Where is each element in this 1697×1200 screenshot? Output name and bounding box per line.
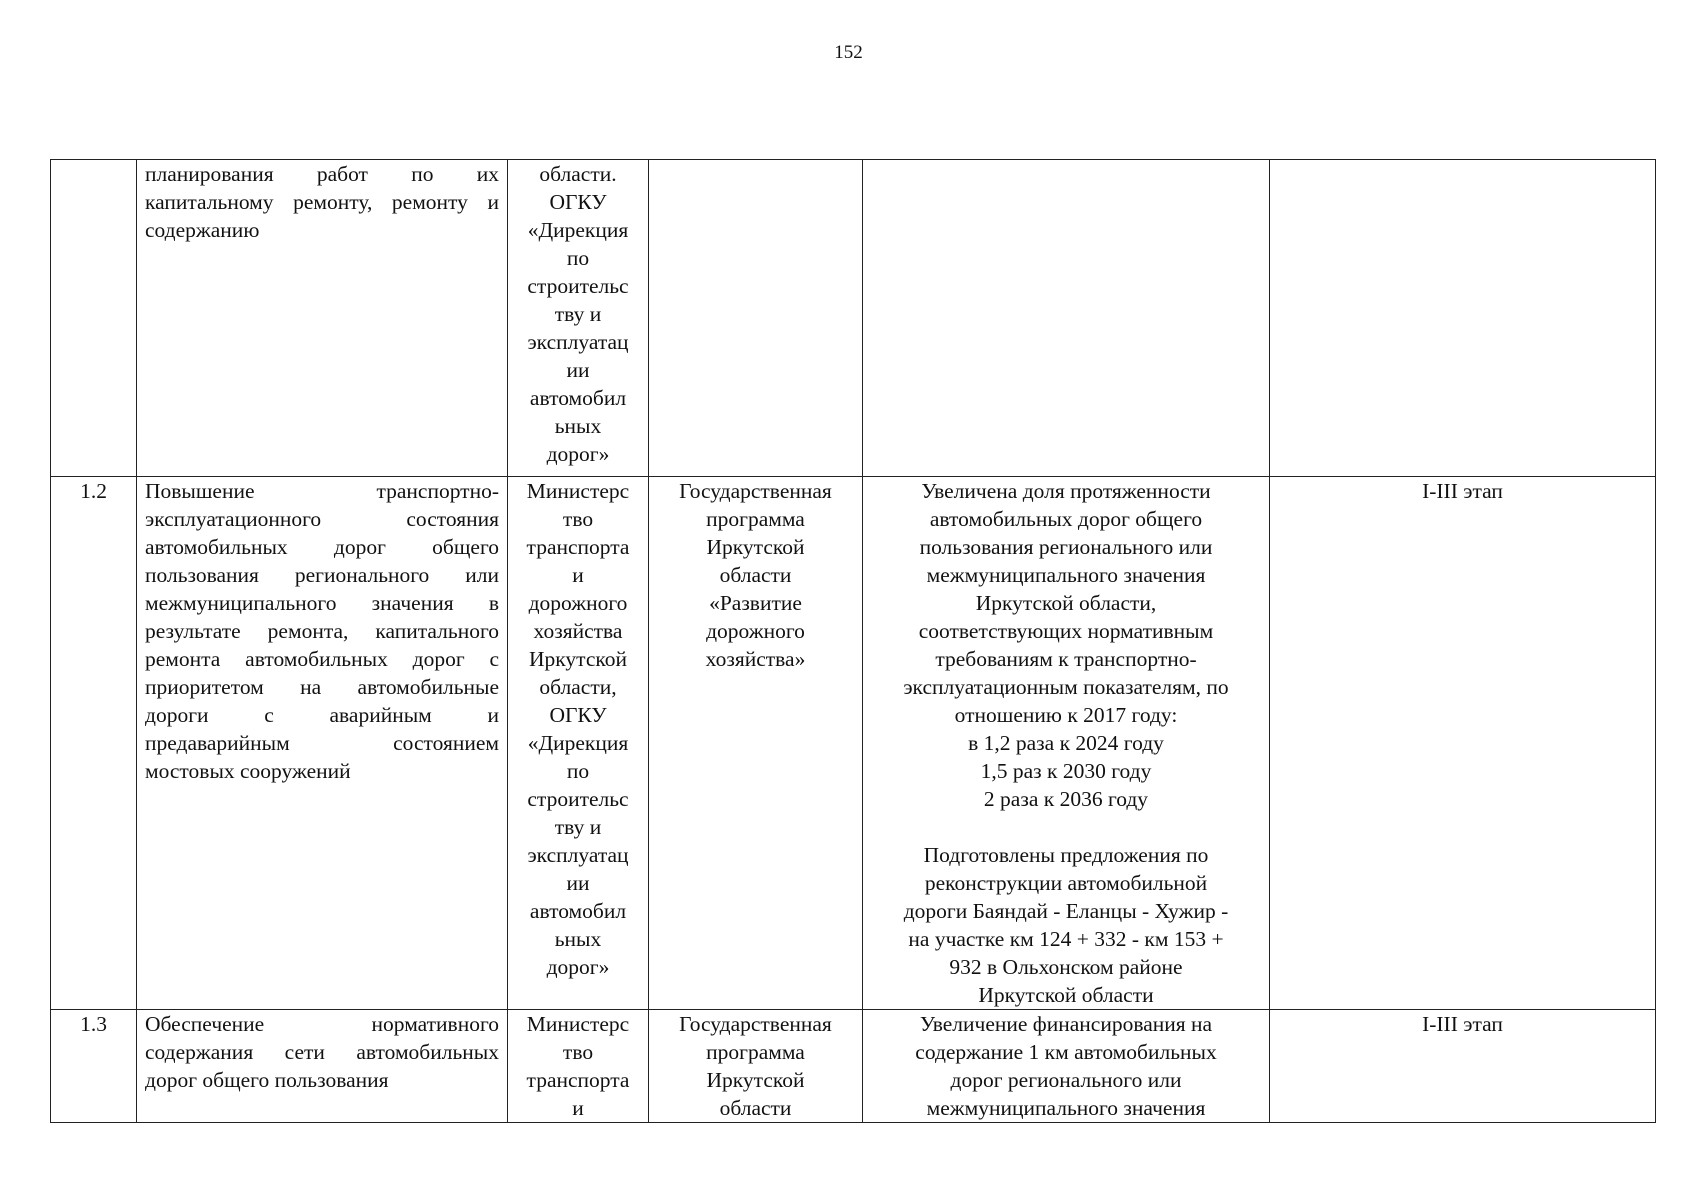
cell-line: в 1,2 раза к 2024 году — [968, 731, 1164, 755]
cell-line: межмуниципального значения — [926, 1096, 1206, 1120]
cell-line: реконструкции автомобильной — [924, 871, 1208, 895]
cell-line: области, — [539, 675, 617, 699]
result-cell — [863, 1010, 1270, 1123]
row-number: 1.3 — [80, 1012, 107, 1036]
cell-line: Увеличение финансирования на — [919, 1012, 1213, 1036]
cell-line: дороги с аварийным и — [145, 703, 499, 727]
cell-line: дорожного — [706, 619, 805, 643]
cell-line: хозяйства» — [705, 647, 806, 671]
cell-line: ОГКУ — [549, 703, 607, 727]
cell-line: эксплуатац — [527, 843, 629, 867]
cell-line: и — [572, 1096, 584, 1120]
row-number: 1.2 — [80, 479, 107, 503]
cell-line: Повышение транспортно- — [145, 479, 499, 503]
cell-line: межмуниципального значения в — [145, 591, 499, 615]
row-number-cell — [51, 1010, 137, 1123]
cell-line: на участке км 124 + 332 - км 153 + — [908, 927, 1224, 951]
cell-line: соответствующих нормативным — [918, 619, 1214, 643]
cell-line: 1,5 раз к 2030 году — [980, 759, 1152, 783]
cell-line: планирования работ по их — [145, 162, 499, 186]
stage-cell — [1270, 477, 1656, 1010]
cell-line: тво — [562, 1040, 594, 1064]
executor-cell — [508, 477, 649, 1010]
cell-line: ьных — [554, 414, 602, 438]
executor-cell — [508, 160, 649, 477]
cell-line: тво — [562, 507, 594, 531]
cell-line: программа — [706, 507, 805, 531]
stage-cell — [1270, 160, 1656, 477]
cell-line: ьных — [554, 927, 602, 951]
cell-line: Увеличена доля протяженности — [921, 479, 1211, 503]
cell-line: пользования регионального или — [145, 563, 499, 587]
cell-line: Иркутской — [706, 535, 805, 559]
cell-line: дорог регионального или — [950, 1068, 1182, 1092]
cell-line: Иркутской — [706, 1068, 805, 1092]
cell-line: дорог» — [546, 955, 610, 979]
cell-line: «Дирекция — [527, 731, 629, 755]
program-cell — [649, 160, 863, 477]
cell-line: строительс — [527, 274, 629, 298]
cell-line — [871, 813, 1261, 841]
executor-cell — [508, 1010, 649, 1123]
description-cell — [137, 160, 508, 477]
cell-line: 2 раза к 2036 году — [983, 787, 1149, 811]
cell-line: хозяйства — [533, 619, 623, 643]
cell-line: Иркутской области — [978, 983, 1154, 1007]
cell-line: предаварийным состоянием — [145, 731, 499, 755]
cell-line: по — [566, 246, 590, 270]
program-cell — [649, 1010, 863, 1123]
cell-line: области. — [539, 162, 617, 186]
cell-line: Государственная — [679, 1012, 832, 1036]
cell-line: ОГКУ — [549, 190, 607, 214]
cell-line: ии — [566, 871, 590, 895]
cell-line: дорожного — [528, 591, 628, 615]
cell-line: Обеспечение нормативного — [145, 1012, 499, 1036]
cell-line: строительс — [527, 787, 629, 811]
cell-line: программа — [706, 1040, 805, 1064]
cell-line: дорог» — [546, 442, 610, 466]
cell-line: Министерс — [526, 479, 630, 503]
cell-line: транспорта — [526, 535, 630, 559]
cell-line: «Дирекция — [527, 218, 629, 242]
cell-line: Министерс — [526, 1012, 630, 1036]
cell-line: содержания сети автомобильных — [145, 1040, 499, 1064]
cell-line: содержание 1 км автомобильных — [915, 1040, 1217, 1064]
description-cell — [137, 477, 508, 1010]
stage-label: I-III этап — [1422, 1012, 1503, 1036]
stage-cell — [1270, 1010, 1656, 1123]
table-row — [51, 160, 1656, 477]
cell-line: «Развитие — [709, 591, 802, 615]
table-row — [51, 1010, 1656, 1123]
cell-line: межмуниципального значения — [926, 563, 1206, 587]
cell-line: эксплуатац — [527, 330, 629, 354]
description-cell — [137, 1010, 508, 1123]
cell-line: 932 в Ольхонском районе — [949, 955, 1183, 979]
cell-line: области — [719, 1096, 792, 1120]
cell-line: автомобил — [529, 899, 627, 923]
cell-line: транспорта — [526, 1068, 630, 1092]
cell-line: Иркутской области, — [975, 591, 1157, 615]
cell-line: эксплуатационным показателям, по — [903, 675, 1229, 699]
cell-line: тву и — [554, 302, 602, 326]
cell-line: Подготовлены предложения по — [923, 843, 1209, 867]
table-row — [51, 477, 1656, 1010]
cell-line: дорог общего пользования — [145, 1068, 389, 1092]
page-number: 152 — [834, 42, 863, 63]
cell-line: содержанию — [145, 218, 260, 242]
result-cell — [863, 477, 1270, 1010]
result-cell — [863, 160, 1270, 477]
cell-line: отношению к 2017 году: — [954, 703, 1178, 727]
cell-line: эксплуатационного состояния — [145, 507, 499, 531]
cell-line: ремонта автомобильных дорог с — [145, 647, 499, 671]
cell-line: приоритетом на автомобильные — [145, 675, 499, 699]
stage-label: I-III этап — [1422, 479, 1503, 503]
cell-line: мостовых сооружений — [145, 759, 351, 783]
measures-table — [50, 159, 1656, 1123]
cell-line: требованиям к транспортно- — [935, 647, 1197, 671]
cell-line: Государственная — [679, 479, 832, 503]
cell-line: по — [566, 759, 590, 783]
cell-line: капитальному ремонту, ремонту и — [145, 190, 499, 214]
cell-line: автомобильных дорог общего — [145, 535, 499, 559]
cell-line: автомобил — [529, 386, 627, 410]
row-number-cell — [51, 160, 137, 477]
cell-line: ии — [566, 358, 590, 382]
program-cell — [649, 477, 863, 1010]
cell-line: дороги Баяндай - Еланцы - Хужир - — [903, 899, 1229, 923]
cell-line: результате ремонта, капитального — [145, 619, 499, 643]
cell-line: области — [719, 563, 792, 587]
cell-line: пользования регионального или — [919, 535, 1213, 559]
cell-line: автомобильных дорог общего — [929, 507, 1203, 531]
row-number-cell — [51, 477, 137, 1010]
cell-line: Иркутской — [529, 647, 627, 671]
cell-line: тву и — [554, 815, 602, 839]
cell-line: и — [572, 563, 584, 587]
